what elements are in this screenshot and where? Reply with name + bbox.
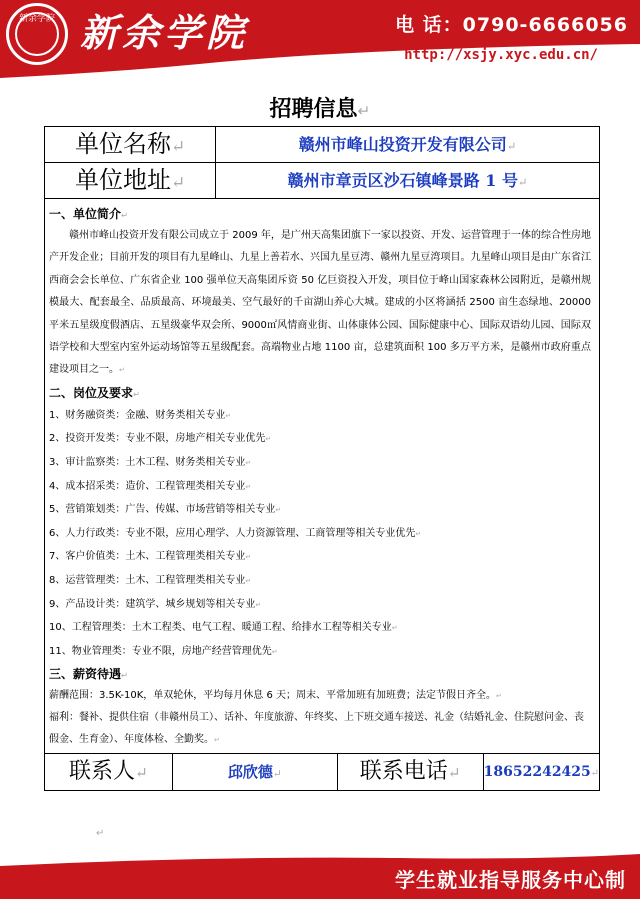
return-mark: ↵: [170, 172, 186, 192]
page-footer: [0, 852, 640, 899]
return-mark: ↵: [170, 136, 186, 156]
position-item: [49, 498, 591, 522]
position-item: [49, 404, 591, 428]
return-mark: ↵: [415, 529, 422, 538]
contact-person-label-text: 联系人: [68, 759, 135, 785]
return-mark: ↵: [255, 600, 262, 609]
return-mark: ↵: [447, 764, 461, 783]
contact-phone-value[interactable]: [484, 754, 599, 790]
salary-benefits: [49, 707, 591, 751]
salary-range: [49, 685, 591, 707]
return-mark: ↵: [245, 553, 252, 562]
return-mark: ↵: [391, 624, 398, 633]
return-mark: ↵: [357, 102, 371, 120]
return-mark: ↵: [225, 411, 232, 420]
return-mark: ↵: [271, 647, 278, 656]
position-item: [49, 569, 591, 593]
job-details: [45, 199, 599, 754]
header-url[interactable]: http://xsjy.xyc.edu.cn/: [404, 47, 598, 63]
positions-heading: [49, 382, 591, 404]
return-mark: ↵: [214, 736, 220, 745]
contact-person-value-text: 邱欣德: [227, 763, 273, 782]
return-mark: ↵: [517, 176, 528, 189]
position-item: [49, 522, 591, 546]
company-name-value: [216, 127, 599, 162]
footer-text: 学生就业指导服务中心制: [395, 868, 626, 892]
position-item-text: 1、财务融资类：金融、财务类相关专业: [49, 409, 226, 421]
return-mark: ↵: [121, 210, 129, 220]
logo-text: 新余学院: [18, 14, 55, 24]
company-address-value: [216, 163, 599, 198]
return-mark: ↵: [506, 140, 517, 153]
company-address-value-text: 赣州市章贡区沙石镇峰景路 1 号: [287, 171, 518, 190]
salary-heading-text: 三、薪资待遇: [49, 667, 122, 682]
company-name-label-text: 单位名称: [74, 130, 171, 158]
salary-heading: [49, 663, 591, 685]
position-item: [49, 427, 591, 451]
return-mark: ↵: [119, 366, 125, 375]
header-phone: 电 话：0790-6666056: [395, 14, 628, 36]
positions-heading-text: 二、岗位及要求: [49, 385, 134, 400]
return-mark: ↵: [96, 828, 105, 839]
company-address-label-text: 单位地址: [74, 166, 171, 194]
position-item-text: 7、客户价值类：土木、工程管理类相关专业: [49, 551, 246, 563]
intro-heading-text: 一、单位简介: [49, 207, 122, 221]
contact-phone-label-text: 联系电话: [359, 759, 448, 785]
position-item: [49, 593, 591, 617]
page-header: [0, 0, 640, 80]
position-item-text: 10、工程管理类：土木工程类、电气工程、暖通工程、给排水工程等相关专业: [49, 622, 392, 634]
return-mark: ↵: [590, 768, 599, 780]
contact-row: [45, 754, 599, 790]
page-title-text: 招聘信息: [269, 97, 358, 122]
return-mark: ↵: [135, 764, 148, 783]
position-item: [49, 475, 591, 499]
return-mark: ↵: [245, 577, 252, 585]
position-item-text: 4、成本招采类：造价、工程管理类相关专业: [49, 480, 246, 492]
intro-text-content: 赣州市峰山投资开发有限公司成立于 2009 年，是广州天高集团旗下一家以投资、开发、运营管理于一体的综合性房地产开发企业；目前开发的项目有九星峰山、九星上善若水、兴国九星豆湾、赣州九星豆湾项目。九星峰山项目是由广东省江西商会会长单位、广东省企业 100 强单位天高集团斥资 50 亿巨资投入开发，项目位于峰山国家森林公园附近，是赣州规模最大、配套最全、品质最高、环境最美、空气最好的千亩湖山养心大城。建成的小区将涵括 2500 亩生态绿地、20000 平米五星级度假酒店、五星级豪华双会所、9000㎡风情商业街、山体康体公园、国际健康中心、国际双语幼儿园、国际双语学校和大型室内室外运动场馆等五星级配套。高端物业占地 1100 亩，总建筑面积 100 多万平方米，是赣州市政府重点建设项目之一。: [49, 230, 591, 376]
company-address-label: [45, 163, 216, 198]
school-name: 新余学院: [80, 10, 249, 55]
position-item-text: 11、物业管理类：专业不限，房地产经营管理优先: [49, 645, 272, 657]
company-name-value-text: 赣州市峰山投资开发有限公司: [298, 135, 507, 154]
position-item-text: 3、审计监察类：土木工程、财务类相关专业: [49, 457, 246, 469]
return-mark: ↵: [272, 768, 282, 781]
position-item-text: 8、运营管理类：土木、工程管理类相关专业: [49, 575, 246, 586]
return-mark: ↵: [133, 388, 141, 399]
company-name-label: [45, 127, 216, 162]
contact-person-label: [45, 754, 173, 790]
return-mark: ↵: [245, 482, 252, 491]
position-item: [49, 616, 591, 640]
return-mark: ↵: [245, 459, 252, 468]
contact-person-value: [173, 754, 338, 790]
salary-range-text: 薪酬范围：3.5K-10K，单双轮休，平均每月休息 6 天；周末、平常加班有加班费；法定节假日齐全。: [49, 690, 497, 702]
position-list: [49, 404, 591, 664]
position-item: [49, 640, 591, 664]
position-item-text: 2、投资开发类：专业不限，房地产相关专业优先: [49, 433, 266, 445]
page-title: [0, 92, 640, 123]
return-mark: ↵: [496, 692, 502, 701]
salary-benefits-text: 福利：餐补、提供住宿（非赣州员工）、话补、年度旅游、年终奖、上下班交通车接送、礼金（结婚礼金、住院慰问金、丧假金、生育金）、年度体检、全勤奖。: [49, 712, 584, 746]
company-name-row: [45, 127, 599, 163]
intro-text: [49, 225, 591, 382]
position-item: [49, 545, 591, 569]
position-item-text: 9、产品设计类：建筑学、城乡规划等相关专业: [49, 598, 256, 610]
position-item-text: 5、营销策划类：广告、传媒、市场营销等相关专业: [49, 504, 276, 516]
intro-heading: [49, 203, 591, 225]
company-address-row: [45, 163, 599, 199]
school-logo: [6, 3, 68, 65]
position-item: [49, 451, 591, 475]
return-mark: ↵: [265, 435, 272, 444]
contact-phone-value-text: 18652242425: [483, 764, 591, 781]
return-mark: ↵: [121, 670, 129, 681]
position-item-text: 6、人力行政类：专业不限，应用心理学、人力资源管理、工商管理等相关专业优先: [49, 527, 416, 539]
contact-phone-label: [338, 754, 484, 790]
return-mark: ↵: [275, 506, 282, 515]
job-info-table: [44, 126, 600, 791]
